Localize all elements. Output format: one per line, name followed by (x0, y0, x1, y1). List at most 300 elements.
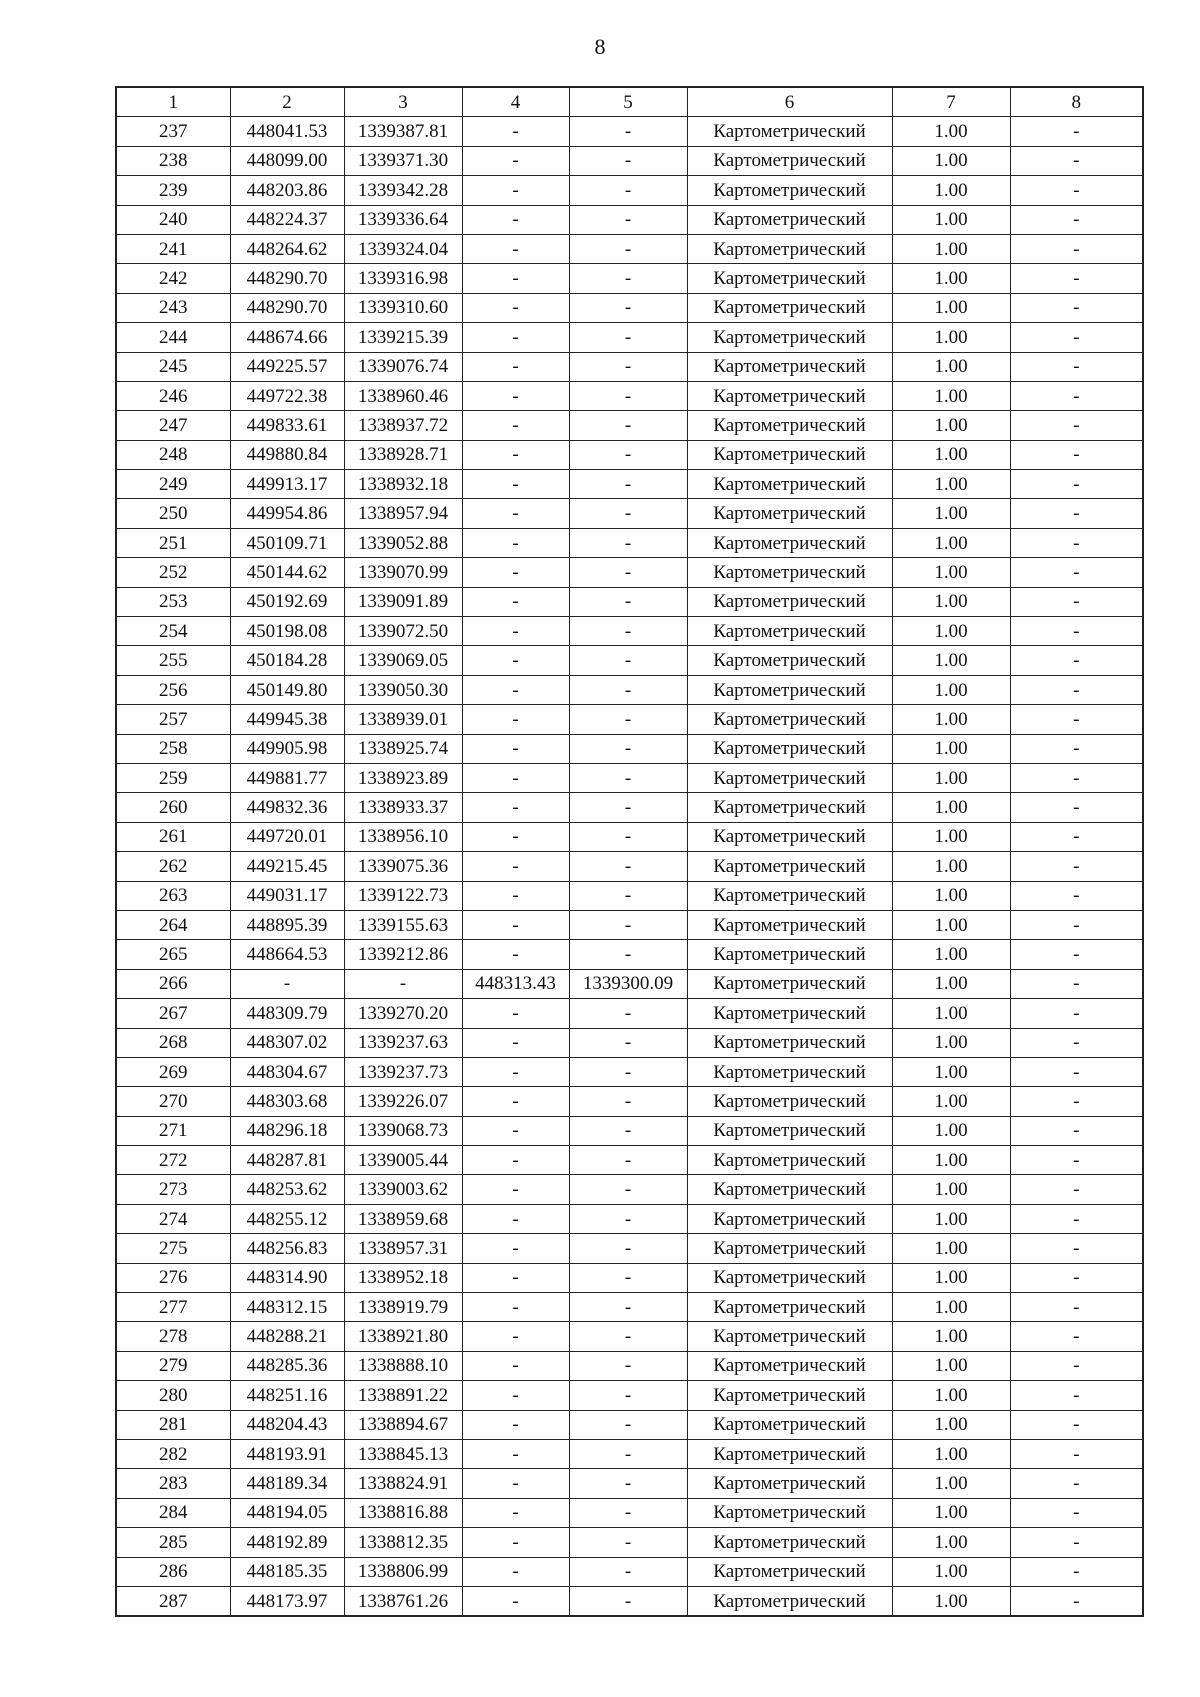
table-cell: 1338925.74 (344, 734, 462, 763)
table-cell: Картометрический (687, 470, 892, 499)
table-row (116, 205, 1143, 234)
table-cell: 273 (116, 1175, 230, 1204)
table-cell: Картометрический (687, 411, 892, 440)
table-cell: - (1010, 264, 1143, 293)
table-cell: - (569, 881, 687, 910)
table-cell: 448255.12 (230, 1204, 344, 1233)
table-cell: - (462, 940, 569, 969)
table-cell: 1338939.01 (344, 705, 462, 734)
table-cell: 1338959.68 (344, 1204, 462, 1233)
table-cell: - (1010, 675, 1143, 704)
table-cell: 1.00 (892, 793, 1010, 822)
table-cell: - (462, 734, 569, 763)
table-cell: - (1010, 617, 1143, 646)
table-row (116, 1234, 1143, 1263)
table-cell: 274 (116, 1204, 230, 1233)
table-cell: Картометрический (687, 822, 892, 851)
table-cell: 245 (116, 352, 230, 381)
table-cell: - (462, 528, 569, 557)
table-cell: 1339003.62 (344, 1175, 462, 1204)
table-row (116, 1322, 1143, 1351)
table-cell: - (569, 323, 687, 352)
table-cell: - (1010, 1204, 1143, 1233)
table-cell: 1338921.80 (344, 1322, 462, 1351)
table-row (116, 940, 1143, 969)
table-cell: 448099.00 (230, 146, 344, 175)
table-cell: 260 (116, 793, 230, 822)
table-cell: - (569, 1498, 687, 1527)
table-cell: - (1010, 117, 1143, 146)
table-cell: 262 (116, 852, 230, 881)
table-cell: - (569, 793, 687, 822)
table-cell: - (462, 499, 569, 528)
table-cell: Картометрический (687, 528, 892, 557)
table-cell: - (569, 470, 687, 499)
table-cell: 246 (116, 381, 230, 410)
table-cell: 258 (116, 734, 230, 763)
table-cell: - (462, 1057, 569, 1086)
table-cell: - (462, 323, 569, 352)
table-cell: 1339300.09 (569, 969, 687, 998)
table-cell: - (462, 1293, 569, 1322)
table-cell: 1.00 (892, 1028, 1010, 1057)
table-cell: Картометрический (687, 1498, 892, 1527)
table-cell: 448307.02 (230, 1028, 344, 1057)
table-cell: Картометрический (687, 910, 892, 939)
table-cell: 1338891.22 (344, 1381, 462, 1410)
table-cell: 1.00 (892, 1293, 1010, 1322)
table-cell: 1.00 (892, 440, 1010, 469)
table-cell: - (462, 617, 569, 646)
table-cell: - (569, 381, 687, 410)
table-cell: Картометрический (687, 1116, 892, 1145)
table-row (116, 1263, 1143, 1292)
table-cell: 1.00 (892, 969, 1010, 998)
table-cell: - (569, 1351, 687, 1380)
table-cell: 285 (116, 1528, 230, 1557)
table-cell: - (569, 910, 687, 939)
table-cell: 276 (116, 1263, 230, 1292)
table-cell: 1338894.67 (344, 1410, 462, 1439)
table-cell: - (1010, 470, 1143, 499)
table-cell: 1.00 (892, 1586, 1010, 1616)
table-cell: 448312.15 (230, 1293, 344, 1322)
table-row (116, 470, 1143, 499)
table-cell: 1338952.18 (344, 1263, 462, 1292)
table-cell: - (462, 1557, 569, 1586)
table-cell: - (462, 675, 569, 704)
table-row (116, 558, 1143, 587)
table-cell: 450109.71 (230, 528, 344, 557)
table-cell: - (462, 1498, 569, 1527)
table-cell: 449722.38 (230, 381, 344, 410)
table-row (116, 1175, 1143, 1204)
column-header-5: 5 (569, 87, 687, 117)
table-cell: 266 (116, 969, 230, 998)
table-cell: - (462, 793, 569, 822)
table-cell: - (462, 763, 569, 792)
table-cell: 448189.34 (230, 1469, 344, 1498)
table-cell: - (462, 352, 569, 381)
table-cell: - (462, 1234, 569, 1263)
table-cell: 450198.08 (230, 617, 344, 646)
table-cell: - (1010, 381, 1143, 410)
table-cell: - (344, 969, 462, 998)
table-cell: 1.00 (892, 705, 1010, 734)
table-cell: 1.00 (892, 1528, 1010, 1557)
table-cell: 243 (116, 293, 230, 322)
table-cell: 449720.01 (230, 822, 344, 851)
table-cell: - (462, 1263, 569, 1292)
table-cell: 1338806.99 (344, 1557, 462, 1586)
table-cell: Картометрический (687, 558, 892, 587)
table-cell: Картометрический (687, 675, 892, 704)
table-cell: - (569, 1410, 687, 1439)
table-cell: 448313.43 (462, 969, 569, 998)
table-cell: - (569, 205, 687, 234)
table-cell: - (462, 1410, 569, 1439)
table-cell: - (1010, 1263, 1143, 1292)
table-cell: 272 (116, 1146, 230, 1175)
table-cell: - (569, 646, 687, 675)
table-cell: - (1010, 1351, 1143, 1380)
table-cell: - (462, 1146, 569, 1175)
table-cell: 1.00 (892, 323, 1010, 352)
table-cell: 1.00 (892, 1351, 1010, 1380)
table-cell: - (462, 646, 569, 675)
table-cell: 261 (116, 822, 230, 851)
table-cell: 1339336.64 (344, 205, 462, 234)
table-cell: - (569, 1116, 687, 1145)
table-cell: 238 (116, 146, 230, 175)
table-cell: 448304.67 (230, 1057, 344, 1086)
table-cell: - (462, 1175, 569, 1204)
table-cell: 448296.18 (230, 1116, 344, 1145)
table-row (116, 1057, 1143, 1086)
table-cell: 255 (116, 646, 230, 675)
table-cell: 252 (116, 558, 230, 587)
table-cell: - (1010, 1175, 1143, 1204)
table-cell: - (462, 999, 569, 1028)
table-cell: Картометрический (687, 1439, 892, 1468)
table-cell: 1.00 (892, 352, 1010, 381)
table-cell: - (462, 146, 569, 175)
table-cell: Картометрический (687, 1351, 892, 1380)
table-cell: 1.00 (892, 675, 1010, 704)
table-cell: 1338888.10 (344, 1351, 462, 1380)
table-cell: - (1010, 969, 1143, 998)
table-cell: 1339069.05 (344, 646, 462, 675)
table-cell: Картометрический (687, 1381, 892, 1410)
table-cell: - (1010, 1528, 1143, 1557)
table-cell: 1338928.71 (344, 440, 462, 469)
table-row (116, 1293, 1143, 1322)
table-cell: 449225.57 (230, 352, 344, 381)
table-cell: Картометрический (687, 264, 892, 293)
table-cell: - (1010, 822, 1143, 851)
table-cell: - (569, 675, 687, 704)
table-cell: 1338957.31 (344, 1234, 462, 1263)
table-row (116, 852, 1143, 881)
table-cell: 449905.98 (230, 734, 344, 763)
table-row (116, 881, 1143, 910)
table-cell: 275 (116, 1234, 230, 1263)
table-cell: Картометрический (687, 1146, 892, 1175)
table-cell: 449945.38 (230, 705, 344, 734)
table-cell: - (1010, 323, 1143, 352)
table-cell: Картометрический (687, 499, 892, 528)
table-cell: 1.00 (892, 822, 1010, 851)
table-cell: - (1010, 205, 1143, 234)
table-cell: - (462, 1381, 569, 1410)
table-cell: 1.00 (892, 1057, 1010, 1086)
table-cell: - (1010, 734, 1143, 763)
table-cell: 1.00 (892, 1557, 1010, 1586)
table-cell: 286 (116, 1557, 230, 1586)
table-cell: 448895.39 (230, 910, 344, 939)
table-row (116, 1351, 1143, 1380)
table-cell: 448264.62 (230, 234, 344, 263)
table-cell: 448287.81 (230, 1146, 344, 1175)
table-cell: - (462, 470, 569, 499)
table-cell: - (1010, 146, 1143, 175)
table-cell: - (1010, 646, 1143, 675)
table-cell: 1.00 (892, 763, 1010, 792)
table-cell: - (569, 763, 687, 792)
table-cell: 1.00 (892, 910, 1010, 939)
table-cell: 1339122.73 (344, 881, 462, 910)
table-cell: 448204.43 (230, 1410, 344, 1439)
table-cell: 1339270.20 (344, 999, 462, 1028)
table-cell: - (569, 1175, 687, 1204)
table-cell: 271 (116, 1116, 230, 1145)
table-cell: 1.00 (892, 1410, 1010, 1439)
table-cell: 1.00 (892, 852, 1010, 881)
table-cell: - (569, 734, 687, 763)
table-cell: 448224.37 (230, 205, 344, 234)
table-cell: Картометрический (687, 1028, 892, 1057)
table-cell: 1.00 (892, 176, 1010, 205)
table-cell: - (569, 705, 687, 734)
table-row (116, 528, 1143, 557)
table-cell: 237 (116, 117, 230, 146)
table-cell: 1.00 (892, 293, 1010, 322)
table-row (116, 1146, 1143, 1175)
table-row (116, 617, 1143, 646)
table-cell: - (462, 881, 569, 910)
table-cell: 1339316.98 (344, 264, 462, 293)
table-cell: 1.00 (892, 1498, 1010, 1527)
table-cell: 449881.77 (230, 763, 344, 792)
table-cell: Картометрический (687, 1263, 892, 1292)
table-cell: 1.00 (892, 1322, 1010, 1351)
table-row (116, 910, 1143, 939)
table-cell: - (1010, 1410, 1143, 1439)
table-cell: 1.00 (892, 558, 1010, 587)
table-cell: 448253.62 (230, 1175, 344, 1204)
table-row (116, 440, 1143, 469)
table-cell: - (462, 176, 569, 205)
table-cell: 1338957.94 (344, 499, 462, 528)
table-cell: 1339387.81 (344, 117, 462, 146)
table-row (116, 411, 1143, 440)
table-cell: 1338937.72 (344, 411, 462, 440)
table-cell: 448193.91 (230, 1439, 344, 1468)
table-cell: 448203.86 (230, 176, 344, 205)
table-cell: - (569, 352, 687, 381)
column-header-3: 3 (344, 87, 462, 117)
table-cell: - (462, 910, 569, 939)
table-cell: 448288.21 (230, 1322, 344, 1351)
table-cell: - (230, 969, 344, 998)
table-cell: 448173.97 (230, 1586, 344, 1616)
table-cell: 1.00 (892, 499, 1010, 528)
table-cell: Картометрический (687, 323, 892, 352)
table-cell: 1.00 (892, 470, 1010, 499)
table-cell: Картометрический (687, 146, 892, 175)
table-cell: 449880.84 (230, 440, 344, 469)
table-cell: - (1010, 499, 1143, 528)
table-cell: 1.00 (892, 1204, 1010, 1233)
column-header-1: 1 (116, 87, 230, 117)
table-cell: 1338956.10 (344, 822, 462, 851)
table-cell: 249 (116, 470, 230, 499)
table-cell: Картометрический (687, 646, 892, 675)
table-cell: 448041.53 (230, 117, 344, 146)
table-cell: 1339072.50 (344, 617, 462, 646)
table-cell: 1339342.28 (344, 176, 462, 205)
table-cell: Картометрический (687, 881, 892, 910)
table-cell: 1339310.60 (344, 293, 462, 322)
table-cell: Картометрический (687, 763, 892, 792)
table-cell: 1.00 (892, 734, 1010, 763)
table-row (116, 734, 1143, 763)
table-cell: 277 (116, 1293, 230, 1322)
table-cell: - (1010, 1557, 1143, 1586)
table-cell: 1.00 (892, 1087, 1010, 1116)
table-cell: 1.00 (892, 234, 1010, 263)
table-cell: 448285.36 (230, 1351, 344, 1380)
table-cell: 1338923.89 (344, 763, 462, 792)
table-cell: 1.00 (892, 1469, 1010, 1498)
table-cell: Картометрический (687, 440, 892, 469)
table-row (116, 646, 1143, 675)
table-cell: - (1010, 999, 1143, 1028)
table-cell: Картометрический (687, 1057, 892, 1086)
table-cell: 241 (116, 234, 230, 263)
table-row (116, 999, 1143, 1028)
table-cell: 1338932.18 (344, 470, 462, 499)
coordinates-table (115, 86, 1144, 1617)
table-cell: 1339237.63 (344, 1028, 462, 1057)
table-cell: Картометрический (687, 1204, 892, 1233)
table-cell: Картометрический (687, 352, 892, 381)
table-cell: - (462, 1469, 569, 1498)
table-cell: 448314.90 (230, 1263, 344, 1292)
table-cell: 284 (116, 1498, 230, 1527)
table-cell: Картометрический (687, 705, 892, 734)
table-cell: Картометрический (687, 1469, 892, 1498)
table-cell: - (569, 1087, 687, 1116)
table-cell: 251 (116, 528, 230, 557)
table-cell: - (569, 1234, 687, 1263)
table-cell: - (569, 1586, 687, 1616)
table-cell: - (569, 587, 687, 616)
table-cell: Картометрический (687, 587, 892, 616)
table-cell: 239 (116, 176, 230, 205)
table-cell: - (462, 1028, 569, 1057)
table-cell: - (1010, 293, 1143, 322)
table-cell: Картометрический (687, 1234, 892, 1263)
table-row (116, 763, 1143, 792)
table-cell: - (1010, 176, 1143, 205)
table-cell: 244 (116, 323, 230, 352)
table-cell: - (1010, 793, 1143, 822)
table-cell: - (462, 411, 569, 440)
table-cell: - (1010, 852, 1143, 881)
table-cell: - (1010, 1469, 1143, 1498)
table-cell: 264 (116, 910, 230, 939)
table-cell: 448192.89 (230, 1528, 344, 1557)
table-row (116, 793, 1143, 822)
table-cell: 1338816.88 (344, 1498, 462, 1527)
table-cell: - (1010, 705, 1143, 734)
table-cell: 448194.05 (230, 1498, 344, 1527)
table-cell: - (462, 205, 569, 234)
table-cell: - (569, 1322, 687, 1351)
table-cell: 263 (116, 881, 230, 910)
table-cell: 448185.35 (230, 1557, 344, 1586)
table-cell: 269 (116, 1057, 230, 1086)
table-cell: - (569, 1469, 687, 1498)
table-row (116, 705, 1143, 734)
table-row (116, 352, 1143, 381)
table-cell: - (569, 1028, 687, 1057)
table-cell: - (569, 411, 687, 440)
table-cell: - (462, 381, 569, 410)
table-cell: - (1010, 1381, 1143, 1410)
table-cell: Картометрический (687, 617, 892, 646)
table-cell: 448290.70 (230, 293, 344, 322)
table-cell: 280 (116, 1381, 230, 1410)
table-cell: - (462, 705, 569, 734)
table-cell: Картометрический (687, 381, 892, 410)
table-cell: 1339068.73 (344, 1116, 462, 1145)
table-cell: 257 (116, 705, 230, 734)
table-cell: - (462, 1322, 569, 1351)
table-cell: 268 (116, 1028, 230, 1057)
table-cell: 265 (116, 940, 230, 969)
table-cell: 1339237.73 (344, 1057, 462, 1086)
table-cell: 1339076.74 (344, 352, 462, 381)
table-cell: - (569, 117, 687, 146)
column-header-8: 8 (1010, 87, 1143, 117)
table-cell: - (1010, 1057, 1143, 1086)
table-cell: - (462, 852, 569, 881)
table-cell: - (1010, 1498, 1143, 1527)
table-cell: Картометрический (687, 999, 892, 1028)
table-cell: 450149.80 (230, 675, 344, 704)
table-cell: 1.00 (892, 528, 1010, 557)
table-cell: - (1010, 528, 1143, 557)
table-cell: 1.00 (892, 1116, 1010, 1145)
table-cell: - (1010, 1234, 1143, 1263)
table-cell: 1.00 (892, 617, 1010, 646)
table-body (116, 117, 1143, 1616)
table-row (116, 1469, 1143, 1498)
table-cell: Картометрический (687, 293, 892, 322)
table-cell: 267 (116, 999, 230, 1028)
